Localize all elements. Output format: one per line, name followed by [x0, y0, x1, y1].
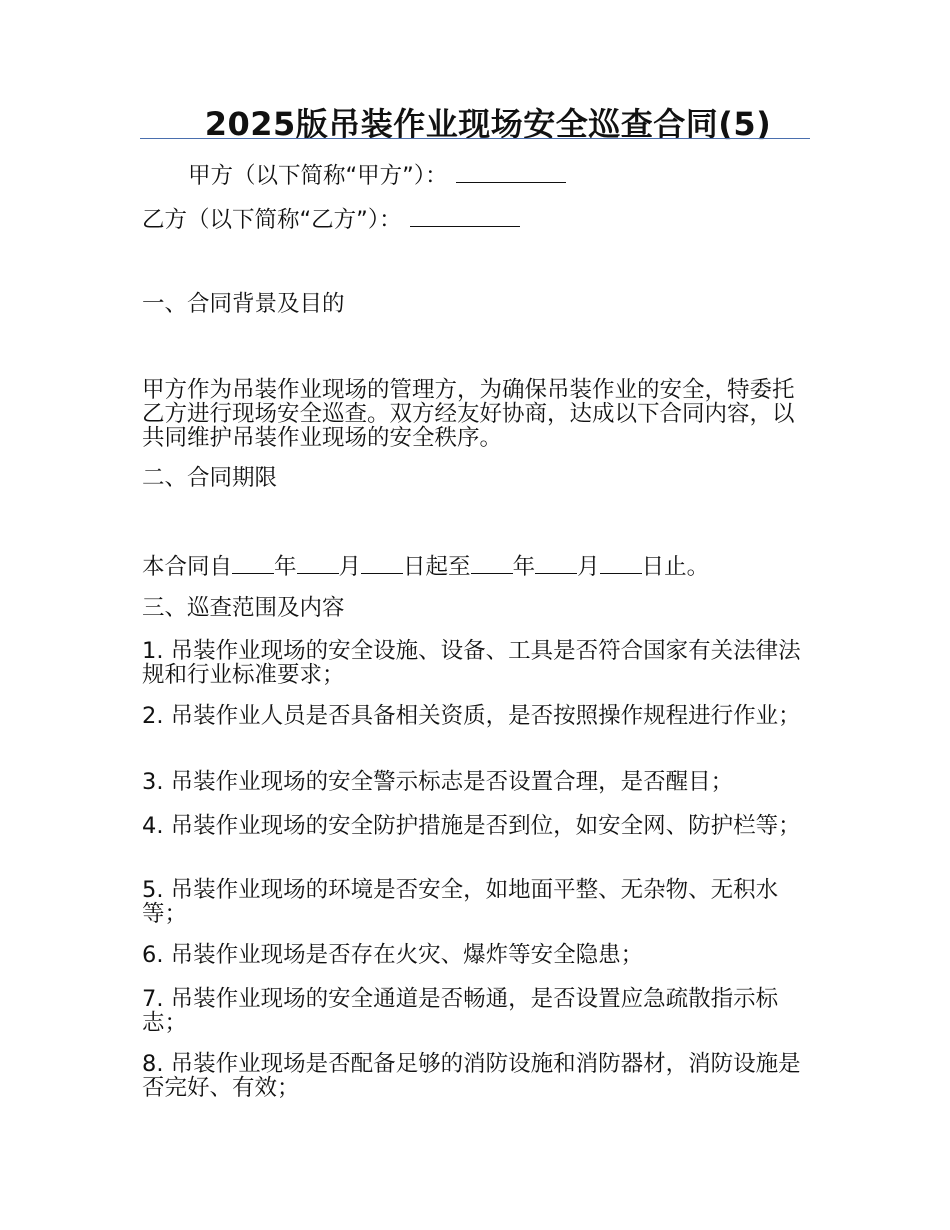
start-month-blank	[297, 553, 339, 574]
end-month-blank	[535, 553, 577, 574]
list-item: 5. 吊装作业现场的环境是否安全，如地面平整、无杂物、无积水等；	[142, 877, 779, 927]
section-3-heading: 三、巡查范围及内容	[142, 595, 345, 621]
term-prefix: 本合同自	[142, 554, 233, 580]
term-line	[142, 553, 709, 580]
party-b-blank	[410, 206, 520, 227]
party-b-line	[142, 206, 520, 233]
section-1-heading: 一、合同背景及目的	[142, 291, 345, 317]
list-item: 3. 吊装作业现场的安全警示标志是否设置合理，是否醒目；	[142, 769, 734, 795]
term-month-2: 月	[577, 554, 600, 580]
section-1-body: 甲方作为吊装作业现场的管理方，为确保吊装作业的安全，特委托乙方进行现场安全巡查。双方经友好协商，达成以下合同内容，以共同维护吊装作业现场的安全秩序。	[142, 377, 795, 451]
term-year-2: 年	[512, 554, 536, 580]
title-underline	[140, 138, 810, 139]
party-a-line	[188, 162, 566, 189]
list-item: 4. 吊装作业现场的安全防护措施是否到位，如安全网、防护栏等；	[142, 813, 801, 839]
term-month: 月	[338, 554, 362, 580]
term-day-to: 日起至	[403, 554, 471, 580]
section-2-heading: 二、合同期限	[142, 465, 278, 491]
party-a-blank	[456, 162, 566, 183]
start-day-blank	[361, 553, 403, 574]
end-year-blank	[471, 553, 513, 574]
list-item: 1. 吊装作业现场的安全设施、设备、工具是否符合国家有关法律法规和行业标准要求；	[142, 638, 801, 688]
document-title: 2025版吊装作业现场安全巡查合同(5)	[204, 105, 772, 143]
list-item: 6. 吊装作业现场是否存在火灾、爆炸等安全隐患；	[142, 942, 644, 968]
end-day-blank	[600, 553, 642, 574]
party-a-label: 甲方（以下简称“甲方”）：	[188, 163, 448, 189]
start-year-blank	[232, 553, 274, 574]
party-b-label: 乙方（以下简称“乙方”）：	[142, 207, 402, 233]
list-item: 8. 吊装作业现场是否配备足够的消防设施和消防器材，消防设施是否完好、有效；	[142, 1051, 801, 1101]
list-item: 7. 吊装作业现场的安全通道是否畅通，是否设置应急疏散指示标志；	[142, 986, 779, 1036]
list-item: 2. 吊装作业人员是否具备相关资质，是否按照操作规程进行作业；	[142, 703, 801, 729]
term-year: 年	[274, 554, 297, 580]
term-day-end: 日止。	[641, 554, 710, 580]
